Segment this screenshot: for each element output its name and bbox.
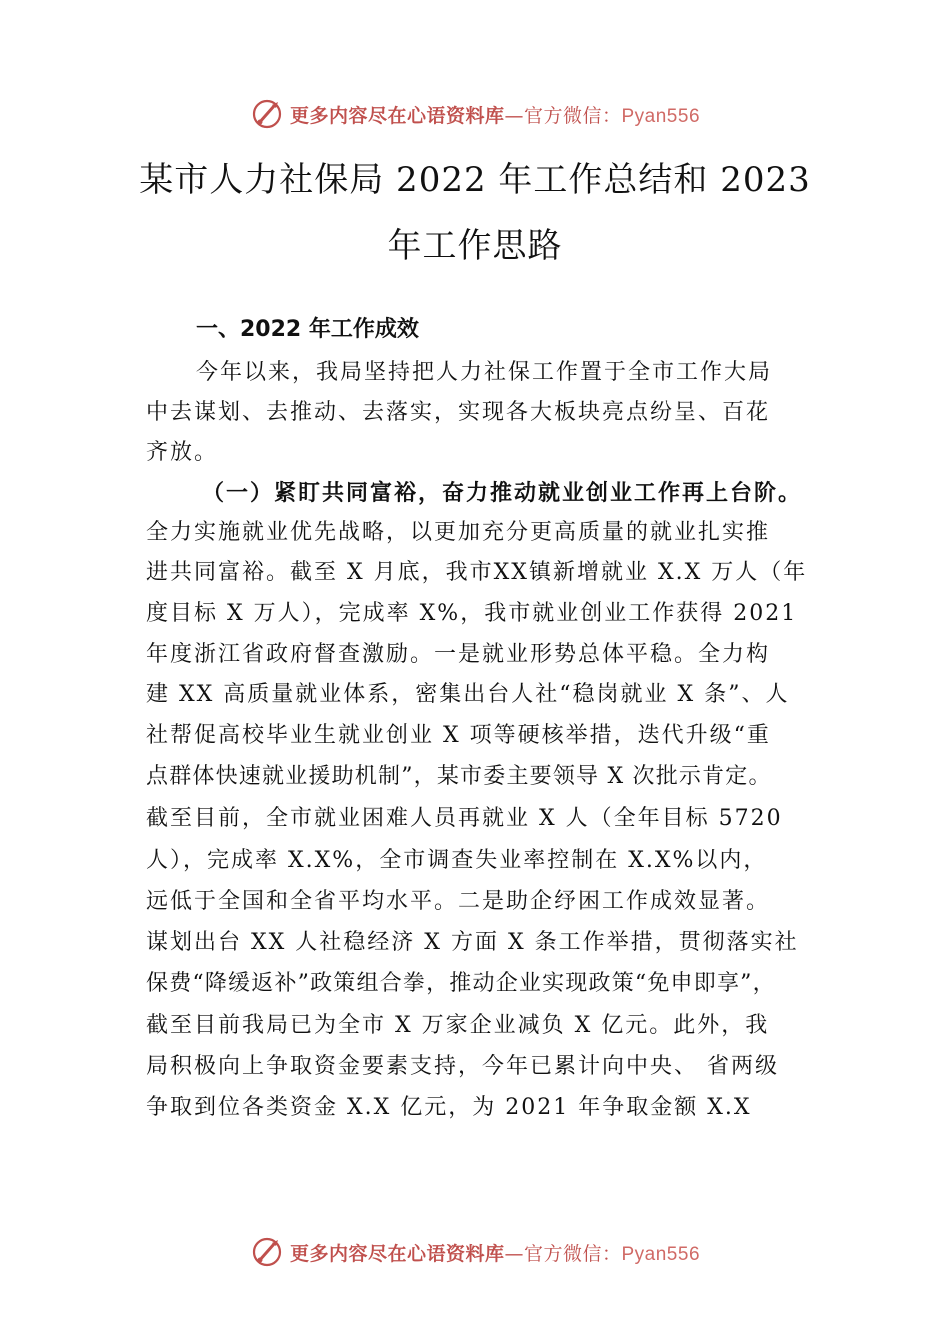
body-line: 进共同富裕。截至 X 月底，我市XX镇新增就业 X.X 万人（年 [146,560,808,585]
body-line: 今年以来，我局坚持把人力社保工作置于全市工作大局 [196,360,773,385]
watermark-text: 更多内容尽在心语资料库—官方微信：Pyan556 [289,104,701,127]
body-line: 社帮促高校毕业生就业创业 X 项等硬核举措，迭代升级“重 [146,723,771,748]
body-line: 谋划出台 XX 人社稳经济 X 方面 X 条工作举措，贯彻落实社 [146,930,799,955]
body-line: 点群体快速就业援助机制”，某市委主要领导 X 次批示肯定。 [146,764,772,789]
body-line: 远低于全国和全省平均水平。二是助企纾困工作成效显著。 [146,889,771,914]
section-heading: 一、2022 年工作成效 [196,317,419,342]
body-line: 度目标 X 万人），完成率 X%，我市就业创业工作获得 2021 [146,601,798,626]
subsection-heading: （一）紧盯共同富裕，奋力推动就业创业工作再上台阶。 [202,480,803,506]
document-title-line-2: 年工作思路 [387,226,563,266]
body-line: 建 XX 高质量就业体系，密集出台人社“稳岗就业 X 条”、人 [146,682,790,707]
body-line: 截至目前，全市就业困难人员再就业 X 人（全年目标 5720 [146,806,783,831]
brush-logo-icon [250,1235,284,1269]
body-line: 人），完成率 X.X%，全市调查失业率控制在 X.X%以内， [146,848,768,873]
body-line: 年度浙江省政府督查激励。一是就业形势总体平稳。全力构 [146,642,771,667]
body-line: 保费“降缓返补”政策组合拳，推动企业实现政策“免申即享”， [146,971,776,996]
watermark-text: 更多内容尽在心语资料库—官方微信：Pyan556 [289,1242,701,1265]
body-line: 局积极向上争取资金要素支持，今年已累计向中央、 省两级 [146,1054,779,1079]
body-line: 齐放。 [146,440,219,465]
watermark-banner-top [0,94,950,134]
body-line: 争取到位各类资金 X.X 亿元，为 2021 年争取金额 X.X [146,1095,752,1120]
body-line: 中去谋划、去推动、去落实，实现各大板块亮点纷呈、百花 [146,400,771,425]
body-line: 截至目前我局已为全市 X 万家企业减负 X 亿元。此外，我 [146,1013,770,1038]
watermark-banner-bottom [0,1232,950,1272]
body-line: 全力实施就业优先战略，以更加充分更高质量的就业扎实推 [146,520,771,545]
document-title-line-1: 某市人力社保局 2022 年工作总结和 2023 [139,160,811,200]
brush-logo-icon [250,97,284,131]
